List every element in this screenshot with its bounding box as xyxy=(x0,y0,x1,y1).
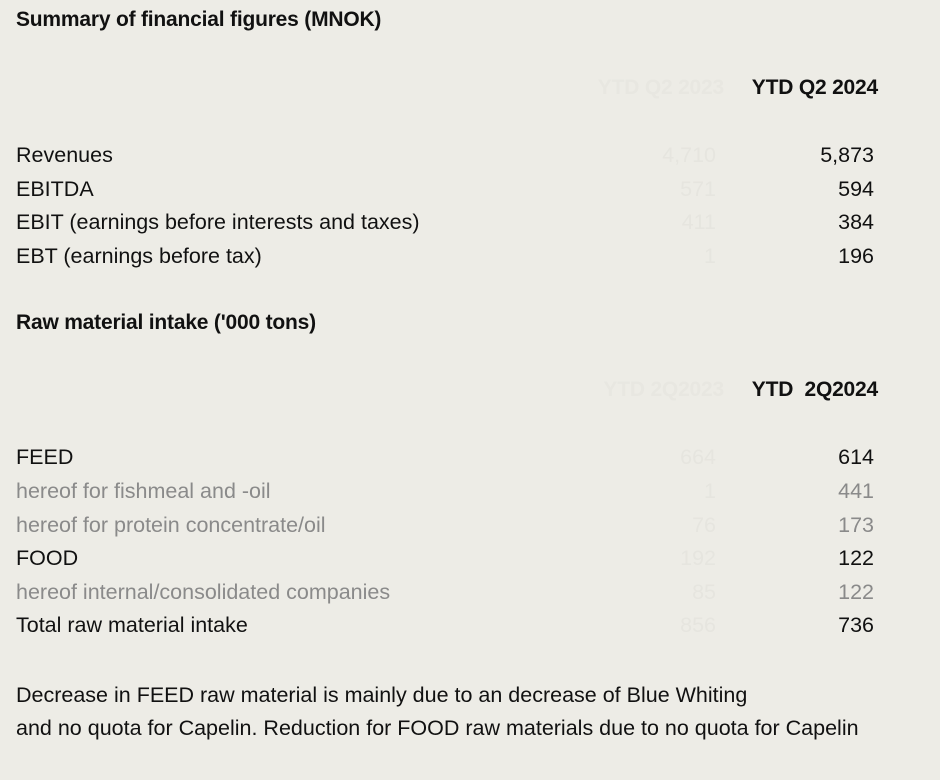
row-current-value: 384 xyxy=(838,210,874,234)
row-prev-value: 192 xyxy=(680,546,716,570)
row-current-value: 122 xyxy=(838,580,874,604)
note-line-1: Decrease in FEED raw material is mainly due to an decrease of Blue Whiting xyxy=(16,683,748,707)
commentary-note xyxy=(16,679,936,745)
row-prev-value: 856 xyxy=(680,613,716,637)
note-line-2: and no quota for Capelin. Reduction for FOOD raw materials due to no quota for Capelin xyxy=(16,716,859,740)
raw-material-subrow xyxy=(16,513,876,543)
row-label: hereof internal/consolidated companies xyxy=(16,580,391,604)
row-prev-value: 1 xyxy=(704,244,716,268)
row-label: EBIT (earnings before interests and taxes) xyxy=(16,210,420,234)
raw-material-total-row xyxy=(16,613,876,643)
row-label: EBITDA xyxy=(16,177,94,201)
row-current-value: 736 xyxy=(838,613,874,637)
financial-row xyxy=(16,177,876,207)
financial-prev-period-header: YTD Q2 2023 xyxy=(597,76,724,99)
raw-material-row xyxy=(16,546,876,576)
row-prev-value: 1 xyxy=(704,479,716,503)
row-current-value: 594 xyxy=(838,177,874,201)
row-label: Total raw material intake xyxy=(16,613,248,637)
raw-material-row xyxy=(16,445,876,475)
raw-material-title: Raw material intake ('000 tons) xyxy=(16,311,316,334)
row-current-value: 5,873 xyxy=(820,143,874,167)
raw-material-current-period-header: YTD 2Q2024 xyxy=(751,378,878,401)
row-label: hereof for fishmeal and -oil xyxy=(16,479,271,503)
row-prev-value: 664 xyxy=(680,445,716,469)
row-prev-value: 4,710 xyxy=(662,143,716,167)
row-current-value: 441 xyxy=(838,479,874,503)
row-prev-value: 411 xyxy=(681,210,716,234)
raw-material-prev-period-header: YTD 2Q2023 xyxy=(603,378,724,401)
row-label: FOOD xyxy=(16,546,79,570)
financial-row xyxy=(16,143,876,173)
row-prev-value: 76 xyxy=(692,513,716,537)
row-label: EBT (earnings before tax) xyxy=(16,244,262,268)
financial-row xyxy=(16,210,876,240)
row-label: FEED xyxy=(16,445,74,469)
row-current-value: 173 xyxy=(838,513,874,537)
row-prev-value: 85 xyxy=(692,580,716,604)
row-prev-value: 571 xyxy=(680,177,716,201)
row-current-value: 122 xyxy=(838,546,874,570)
row-current-value: 614 xyxy=(838,445,874,469)
row-label: hereof for protein concentrate/oil xyxy=(16,513,326,537)
raw-material-subrow xyxy=(16,479,876,509)
raw-material-subrow xyxy=(16,580,876,610)
row-label: Revenues xyxy=(16,143,113,167)
financial-current-period-header: YTD Q2 2024 xyxy=(751,76,878,99)
financial-summary-title: Summary of financial figures (MNOK) xyxy=(16,8,382,31)
financial-row xyxy=(16,244,876,274)
row-current-value: 196 xyxy=(838,244,874,268)
